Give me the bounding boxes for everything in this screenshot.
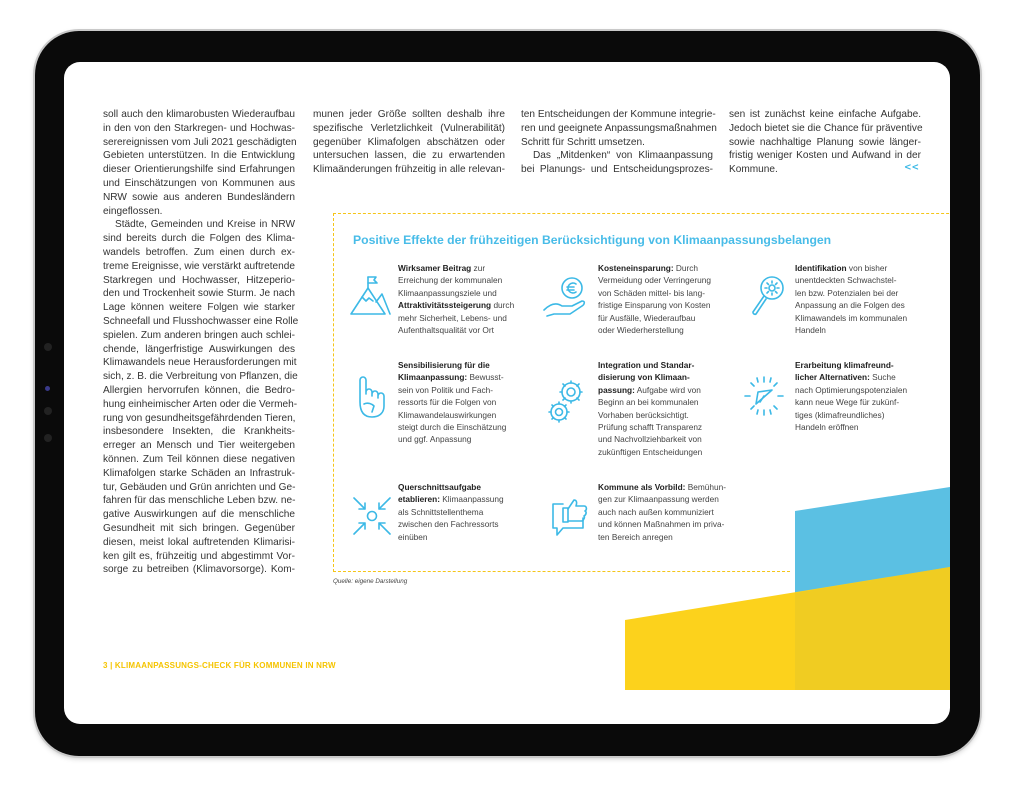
text-line: fristig weniger Kosten und Aufwand in der [729,150,921,162]
item-heading: Integration und Standar- [598,360,695,370]
text-line: ken gilt es, frühzeitig und abgestimmt Vor- [103,550,295,562]
item-heading: licher Alternativen: [795,372,870,383]
text-line: sowie nachhaltige Planung sowie länger- [729,136,921,148]
item-text: Vorhaben berücksichtigt. [598,409,689,420]
item-line [398,359,506,371]
info-box-border [333,571,790,572]
item-line [398,409,506,421]
item-text: Erreichung der kommunalen [398,275,503,286]
item-text: Klimaanpassung [439,494,504,505]
item-text: oder Wiederherstellung [598,325,684,336]
item-text: von Schäden mittel- bis lang- [598,287,705,298]
text-line: Gesundheit mit sich bringen. Gegenüber [103,522,295,534]
item-line [795,312,907,324]
item-text: Beginn an bei kommunalen [598,397,699,408]
effect-item [398,359,506,446]
item-line [398,493,504,505]
item-text: Anpassung an die Folgen des [795,300,905,311]
text-line: sind bereits durch die Folgen des Klima- [103,233,295,245]
item-heading: disierung von Klimaan- [598,372,690,383]
effect-item [598,359,702,458]
item-text: Klimaanpassungsziele und [398,287,497,298]
text-line: hung einheimischer Arten oder die Vermeh- [103,398,298,410]
item-heading: Querschnittsaufgabe [398,482,481,492]
raised-hand-icon [348,374,392,418]
text-line: und Einschätzungen von Kommunen aus [103,177,295,189]
item-text: zwischen den Fachressorts [398,519,499,530]
item-line [398,506,504,518]
item-line [398,262,514,274]
effect-item [398,262,514,336]
item-line [795,384,907,396]
text-line: Klimaänderungen frühzeitig in alle relevan- [313,164,505,176]
text-line: Starkregen und Hochwasser, Hitzeperio- [103,274,295,286]
text-line: Klimawandels neue Herausforderungen mit [103,357,297,369]
item-line [598,384,702,396]
item-heading: Attraktivitätssteigerung [398,300,492,311]
item-line [598,531,726,543]
text-line: Gebieten unterstützen. In die Entwicklung [103,150,295,162]
text-line: treme Ereignisse, wie verstärkt auftretende [103,260,295,272]
info-box-title: Positive Effekte der frühzeitigen Berücksichtigung von Klimaanpassungsbelangen [353,233,832,247]
text-line: ren und geeignete Anpassungsmaßnahmen [521,122,717,134]
item-text: unentdeckten Schwachstel- [795,275,897,286]
text-column-2 [313,108,505,177]
text-line: gegenüber Klimafolgen abschätzen oder [313,136,505,148]
item-text: von bisher [846,263,888,273]
cursor-burst-icon [742,374,786,418]
text-line: dieser Orientierungshilfe sind Erfahrungen [103,164,295,176]
text-line: erreger an Mensch und Tier weitergeben [103,440,295,452]
text-line: Klimafolgen starke Schäden an Infrastruk- [103,467,295,479]
text-line: den und Trockenheit sowie Sturm. Je nach [103,288,295,300]
item-line [598,446,702,458]
page-footer: 3 | KLIMAANPASSUNGS-CHECK FÜR KOMMUNEN IN NRW [103,661,336,670]
effect-item [795,262,907,336]
side-button [44,407,52,415]
item-line [795,396,907,408]
text-line: chende, längerfristige Auswirkungen des [103,343,295,355]
item-text: zur [471,263,486,273]
text-line: Allergien hervorrufen können, die Bedro- [103,384,295,396]
item-text: Vermeidung oder Verringerung [598,275,712,286]
text-line: wandels betroffen. Zum einen durch ex- [103,246,295,258]
item-line [398,518,504,530]
item-text: Suche [869,372,896,383]
text-column-3 [521,108,717,177]
euro-hand-icon [542,274,586,318]
item-text: Klimawandelauswirkungen [398,409,497,420]
item-text: ressorts für die Folgen von [398,397,497,408]
item-line [598,299,711,311]
item-line [598,359,702,371]
text-line: munen jeder Größe sollten deshalb ihre [313,109,505,120]
item-text: auch nach außen kommuniziert [598,506,714,517]
item-heading: Wirksamer Beitrag [398,263,472,273]
effect-item [598,262,711,336]
item-text: Aufgabe wird von [634,384,701,395]
text-line: können. Zum Teil können diese negativen [103,453,295,465]
item-heading: Kosteneinsparung: [598,263,674,273]
item-line [398,312,514,324]
text-line: gative Auswirkungen auf die menschliche [103,509,295,521]
side-button [44,434,52,442]
item-line [598,493,726,505]
item-line [795,274,907,286]
item-text: nach Optimierungspotenzialen [795,384,908,395]
item-text: sein von Politik und Fach- [398,384,494,395]
item-line [598,421,702,433]
item-heading: Sensibilisierung für die [398,360,490,370]
item-heading: Erarbeitung klimafreund- [795,360,894,370]
text-line: diesen, meist lokal auftretenden Klimarisi- [103,536,295,548]
text-line: NRW sowie aus anderen Bundesländern [103,191,295,203]
text-line: sorge zu betreiben (Klimavorsorge). Kom- [103,564,295,576]
item-line [795,409,907,421]
item-line [398,421,506,433]
item-line [795,287,907,299]
text-line: Schritt für Schritt umsetzen. [521,136,645,148]
text-line: bei Planungs- und Entscheidungsprozes- [521,164,713,176]
item-text: Bemühun- [685,482,727,492]
mountain-flag-icon [348,274,392,318]
item-heading: etablieren: [398,494,440,505]
text-line: ten Entscheidungen der Kommune integrie- [521,109,716,120]
item-text: zukünftigen Entscheidungen [598,446,703,457]
text-column-1 [103,108,299,577]
item-text: kann neue Wege für zukünf- [795,397,900,408]
magnifier-gear-icon [745,274,789,318]
item-line [398,384,506,396]
text-line: spezifische Verletzlichkeit (Vulnerabilität) [313,122,505,134]
item-text: gen zur Klimaanpassung werden [598,494,719,505]
item-text: einüben [398,531,428,542]
item-text: fristige Einsparung von Kosten [598,300,711,311]
item-text: Aufenthaltsqualität vor Ort [398,325,494,336]
camera-dot [45,386,50,391]
effect-item [398,481,504,543]
item-line [398,481,504,493]
item-line [398,371,506,383]
item-line [398,287,514,299]
item-text: für Ausfälle, Wiederaufbau [598,312,696,323]
text-column-4 [729,108,921,177]
text-line: insbesondere Insekten, die Krankheits- [103,426,295,438]
yellow-shape [625,567,950,690]
text-line: in den von den Starkregen- und Hochwas- [103,122,295,134]
item-text: als Schnittstellenthema [398,506,484,517]
item-line [398,299,514,311]
item-line [598,506,726,518]
text-line: Lage können weitere Folgen wie starker [103,302,295,314]
item-line [795,324,907,336]
document-page [64,62,950,724]
item-text: mehr Sicherheit, Lebens- und [398,312,507,323]
item-line [598,324,711,336]
item-heading: Klimaanpassung: [398,372,468,383]
item-line [795,262,907,274]
text-line: tur, Gebäuden und Grün anrichten und Ge- [103,481,296,493]
text-line: Das „Mitdenken“ von Klimaanpassung [533,150,713,162]
item-text: Bewusst- [467,372,504,383]
item-line [598,262,711,274]
text-line: rung von gesundheitsgefährdenden Tieren, [103,412,296,424]
item-text: ten Bereich anregen [598,531,673,542]
item-heading: passung: [598,384,635,395]
item-text: len bzw. Potenzialen bei der [795,287,899,298]
item-line [598,481,726,493]
text-line: Städte, Gemeinden und Kreise in NRW [115,219,295,231]
text-line: sich, z. B. die Verbreitung von Pflanzen, die [103,371,298,383]
item-text: Durch [673,263,699,273]
text-line: Jedoch bietet sie die Chance für präventive [729,122,923,134]
item-text: Prüfung schafft Transparenz [598,422,703,433]
item-text: und ggf. Anpassung [398,434,472,445]
text-line: untersuchen lassen, die zu erwartenden [313,150,505,162]
effect-item [795,359,907,433]
item-line [598,396,702,408]
item-text: tiges (klimafreundliches) [795,409,885,420]
item-line [598,371,702,383]
item-text: steigt durch die Einschätzung [398,422,507,433]
text-line: soll auch den klimarobusten Wiederaufbau [103,109,295,120]
source-note: Quelle: eigene Darstellung [333,578,408,585]
item-line [795,299,907,311]
text-line: spielen. Zum anderen bringen auch schlei- [103,329,295,341]
text-line: Kommune. [729,164,778,176]
item-line [598,312,711,324]
item-line [598,287,711,299]
item-line [598,433,702,445]
item-line [795,421,907,433]
text-line: eingeflossen. [103,205,163,217]
item-heading: Kommune als Vorbild: [598,482,686,492]
item-heading: Identifikation [795,263,847,273]
effect-item [598,481,726,543]
item-line [598,409,702,421]
item-line [598,274,711,286]
item-text: Klimawandels im kommunalen [795,312,908,323]
item-line [398,531,504,543]
item-text: und Nachvollziehbarkeit von [598,434,702,445]
item-text: Handeln eröffnen [795,422,859,433]
item-text: Handeln [795,325,826,336]
item-text: durch [491,300,515,311]
back-link[interactable]: << [904,162,920,173]
thumbs-up-bubble-icon [547,494,591,538]
item-line [398,324,514,336]
item-text: und können Maßnahmen im priva- [598,519,725,530]
gears-icon [545,380,589,424]
item-line [795,359,907,371]
item-line [398,433,506,445]
text-line: serereignissen vom Juli 2021 geschädigten [103,136,297,148]
side-button [44,343,52,351]
text-line: sen ist zunächst keine einfache Aufgabe. [729,109,921,120]
item-line [795,371,907,383]
item-line [598,518,726,530]
item-line [398,396,506,408]
text-line: Schneefall und Flusshochwasser eine Rolle [103,315,299,327]
converging-arrows-icon [350,494,394,538]
item-line [398,274,514,286]
text-line: fahren für das menschliche Leben bzw. ne- [103,495,296,507]
overlap-shape [795,567,950,690]
